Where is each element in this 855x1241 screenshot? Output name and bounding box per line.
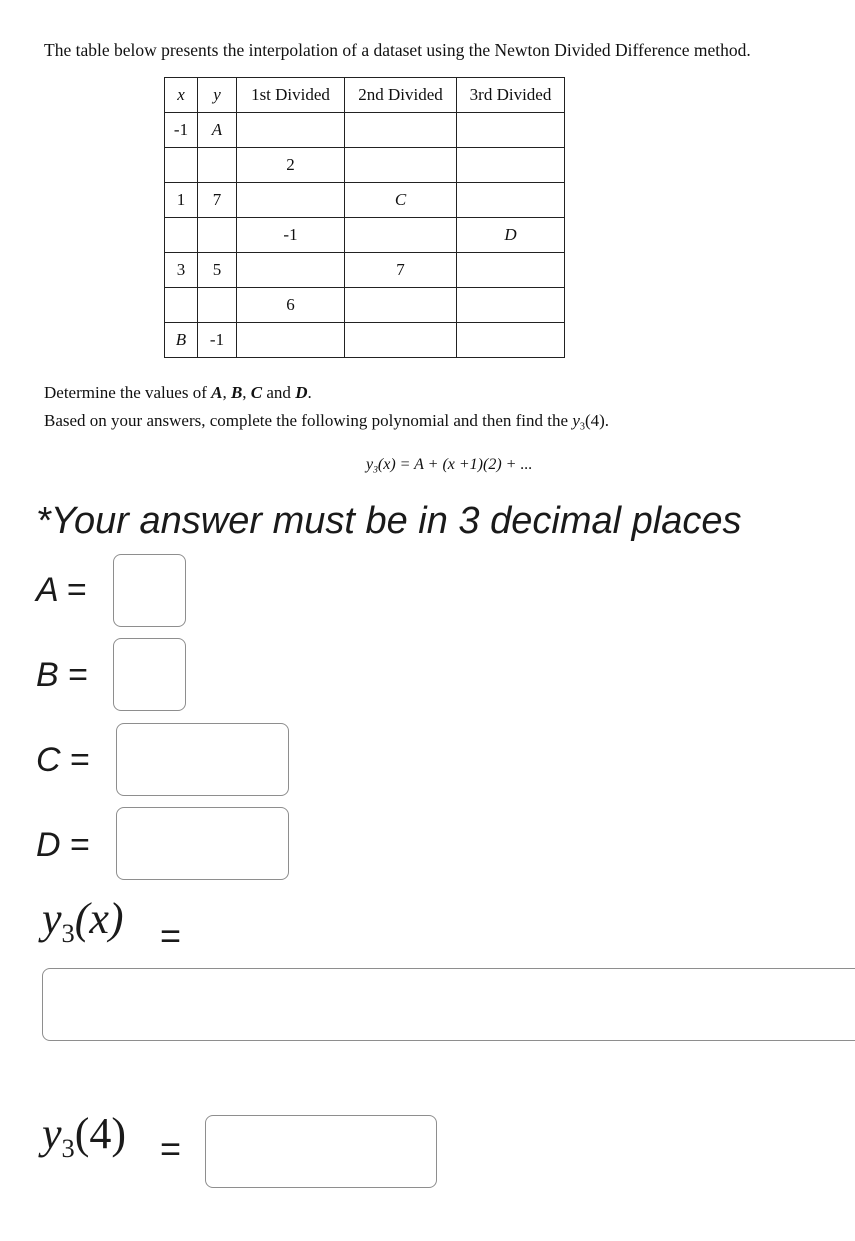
cell-x (165, 288, 198, 323)
func-subscript: 3 (579, 421, 585, 433)
var-c: C (250, 383, 263, 402)
header-2nd-divided: 2nd Divided (345, 78, 457, 113)
conjunction: and (262, 383, 296, 402)
table-row (165, 288, 565, 323)
equals-sign: = (70, 741, 90, 779)
var-a: A (211, 383, 223, 402)
y3x-arg: (x) (74, 894, 124, 943)
cell-3rd (457, 323, 565, 358)
cell-y (198, 288, 237, 323)
separator: , (242, 383, 251, 402)
label-a-text: A (36, 571, 58, 609)
cell-1st: 2 (237, 148, 345, 183)
y3x-equals-sign: = (160, 915, 182, 956)
equals-sign: = (68, 656, 88, 694)
cell-y: 7 (198, 183, 237, 218)
func-arg: (4). (584, 411, 610, 430)
cell-x: 1 (165, 183, 198, 218)
polynomial-hint (366, 456, 532, 475)
cell-3rd (457, 113, 565, 148)
cell-3rd (457, 253, 565, 288)
poly-subscript: 3 (373, 464, 378, 476)
answer-d-input[interactable] (116, 807, 289, 880)
cell-2nd (345, 288, 457, 323)
cell-x: 3 (165, 253, 198, 288)
cell-x (165, 218, 198, 253)
y34-equals-sign: = (160, 1128, 182, 1169)
cell-y: A (198, 113, 237, 148)
cell-1st: 6 (237, 288, 345, 323)
cell-x: -1 (165, 113, 198, 148)
cell-3rd: D (457, 218, 565, 253)
table-row (165, 113, 565, 148)
period: . (307, 383, 312, 402)
answer-c-input[interactable] (116, 723, 289, 796)
cell-2nd: C (345, 183, 457, 218)
equals-sign: = (66, 571, 87, 609)
label-b (36, 656, 88, 695)
cell-x (165, 148, 198, 183)
separator: , (222, 383, 231, 402)
y34-label (42, 1108, 126, 1164)
y34-arg: (4) (74, 1109, 127, 1158)
table-row (165, 323, 565, 358)
label-d (36, 826, 90, 865)
answer-b-input[interactable] (113, 638, 186, 711)
cell-y (198, 218, 237, 253)
cell-y (198, 148, 237, 183)
y34-subscript: 3 (61, 1133, 75, 1164)
label-c (36, 741, 90, 780)
cell-1st (237, 183, 345, 218)
label-c-text: C (36, 741, 61, 779)
cell-2nd (345, 218, 457, 253)
decimal-note: *Your answer must be in 3 decimal places (36, 500, 742, 542)
y34-func: y (42, 1109, 62, 1158)
label-d-text: D (36, 826, 61, 864)
question-text: Determine the values of (44, 383, 212, 402)
answer-a-input[interactable] (113, 554, 186, 627)
table-row (165, 218, 565, 253)
intro-text: The table below presents the interpolation of a dataset using the Newton Divided Difference method. (44, 40, 751, 60)
header-3rd-divided: 3rd Divided (457, 78, 565, 113)
table-row (165, 183, 565, 218)
header-x: x (165, 78, 198, 113)
func-name: y (572, 411, 580, 430)
polynomial-input[interactable] (42, 968, 855, 1041)
cell-3rd (457, 288, 565, 323)
cell-2nd: 7 (345, 253, 457, 288)
label-a (36, 571, 87, 610)
y3x-subscript: 3 (61, 918, 75, 949)
cell-x: B (165, 323, 198, 358)
poly-expression: (x) = A + (x +1)(2) + ... (377, 456, 533, 473)
question-line-1 (44, 383, 312, 403)
label-b-text: B (36, 656, 59, 694)
cell-y: 5 (198, 253, 237, 288)
cell-1st (237, 323, 345, 358)
divided-difference-table (164, 77, 565, 358)
equals-sign: = (70, 826, 90, 864)
cell-1st: -1 (237, 218, 345, 253)
cell-2nd (345, 113, 457, 148)
cell-3rd (457, 148, 565, 183)
cell-2nd (345, 148, 457, 183)
var-d: D (295, 383, 308, 402)
table-row (165, 253, 565, 288)
question-line-2 (44, 411, 609, 433)
cell-y: -1 (198, 323, 237, 358)
table-header-row (165, 78, 565, 113)
header-y: y (198, 78, 237, 113)
table-row (165, 148, 565, 183)
header-1st-divided: 1st Divided (237, 78, 345, 113)
cell-1st (237, 253, 345, 288)
cell-3rd (457, 183, 565, 218)
poly-func: y (366, 456, 374, 473)
var-b: B (230, 383, 243, 402)
cell-2nd (345, 323, 457, 358)
y3x-func: y (42, 894, 62, 943)
y34-answer-input[interactable] (205, 1115, 437, 1188)
question-text: Based on your answers, complete the following polynomial and then find the (44, 411, 573, 430)
y3x-label (42, 893, 124, 949)
cell-1st (237, 113, 345, 148)
